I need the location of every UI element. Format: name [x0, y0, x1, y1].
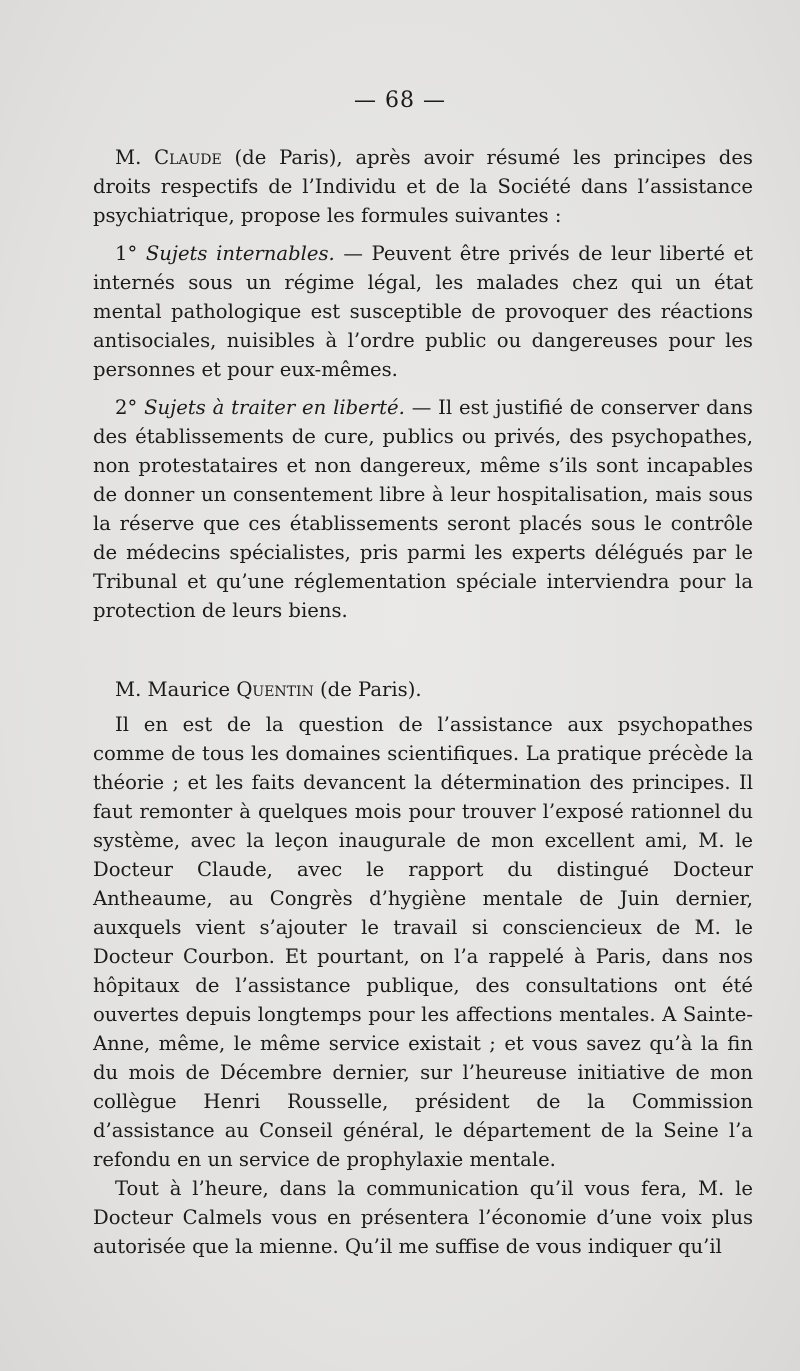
- claude-intro-paragraph: [93, 143, 753, 230]
- page-number: — 68 —: [354, 88, 446, 113]
- quentin-intro: [93, 675, 753, 704]
- claude-intro-prefix: M.: [115, 146, 155, 169]
- quentin-intro-text: (de Paris).: [313, 678, 422, 701]
- claude-item-2: [93, 393, 753, 625]
- quentin-paragraph-1: Il en est de la question de l’assistance aux psychopathes comme de tous les domaines scientifiques. La pratique précède la théorie ; et les faits devancent la détermination des principes. Il faut remonter à quelques mois pour trouver l’exposé rationnel du système, avec la leçon inaugurale de mon excellent ami, M. le Docteur Claude, avec le rapport du distingué Docteur Antheaume, au Congrès d’hygiène mentale de Juin dernier, auxquels vient s’ajouter le travail si consciencieux de M. le Docteur Courbon. Et pourtant, on l’a rappelé à Paris, dans nos hôpitaux de l’assistance publique, des consultations ont été ouvertes depuis longtemps pour les affections mentales. A Sainte-Anne, même, le même service existait ; et vous savez qu’à la fin du mois de Décembre dernier, sur l’heureuse initiative de mon collègue Henri Rousselle, président de la Commission d’assistance au Conseil général, le département de la Seine l’a refondu en un service de prophylaxie mentale.: [93, 713, 753, 1171]
- quentin-section: [93, 675, 753, 1261]
- claude-intro-text: (de Paris), après avoir résumé les principes des droits respectifs de l’Individu et de la Société dans l’assistance psychiatrique, propose les formules suivantes :: [93, 146, 753, 227]
- claude-item-1: [93, 239, 753, 384]
- claude-section: [93, 143, 753, 625]
- item-2-title: Sujets à traiter en liberté.: [144, 396, 405, 419]
- item-1-text: — Peuvent être privés de leur liberté et internés sous un régime légal, les malades chez qui un état mental pathologique est susceptible de provoquer des réactions antisociales, nuisibles à l’ordre public ou dangereuses pour les personnes et pour eux-mêmes.: [93, 242, 753, 381]
- quentin-paragraph-2: Tout à l’heure, dans la communication qu’il vous fera, M. le Docteur Calmels vous en présentera l’économie d’une voix plus autorisée que la mienne. Qu’il me suffise de vous indiquer qu’il: [93, 1177, 753, 1258]
- claude-name: Claude: [154, 146, 222, 169]
- quentin-intro-prefix: M. Maurice: [115, 678, 237, 701]
- quentin-name: Quentin: [236, 678, 314, 701]
- item-1-title: Sujets internables.: [145, 242, 335, 265]
- item-1-number: 1°: [115, 242, 146, 265]
- item-2-text: — Il est justifié de conserver dans des établissements de cure, publics ou privés, des psychopathes, non protestataires et non dangereux, même s’ils sont incapables de donner un consentement libre à leur hospitalisation, mais sous la réserve que ces établissements seront placés sous le contrôle de médecins spécialistes, pris parmi les experts délégués par le Tribunal et qu’une réglementation spéciale interviendra pour la protection de leurs biens.: [93, 396, 753, 622]
- item-2-number: 2°: [115, 396, 145, 419]
